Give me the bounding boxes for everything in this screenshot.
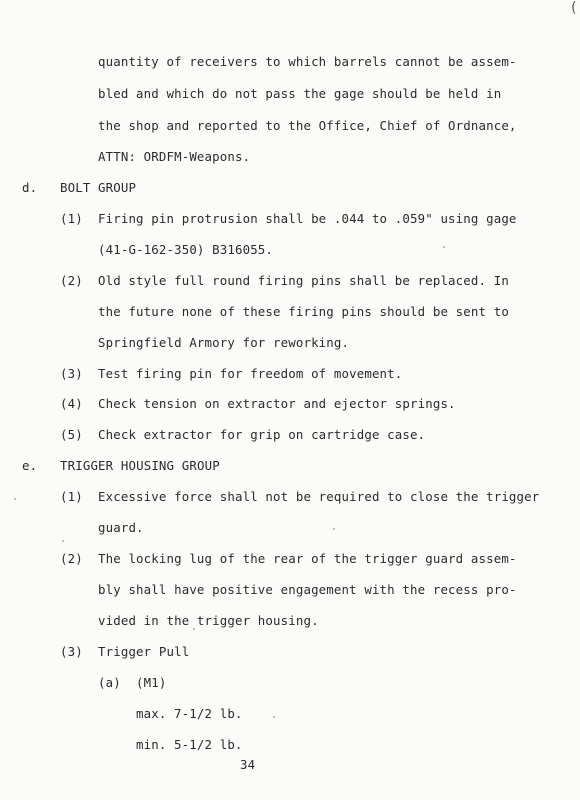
scan-speck <box>273 716 275 718</box>
item-e1-line-2: guard. <box>98 520 144 535</box>
item-d1-line-2: (41-G-162-350) B316055. <box>98 242 274 257</box>
section-d-letter: d. <box>22 180 38 195</box>
section-e-title: TRIGGER HOUSING GROUP <box>60 458 220 473</box>
section-e-letter: e. <box>22 458 38 473</box>
item-d2-number: (2) <box>60 273 83 288</box>
page-number: 34 <box>240 757 256 772</box>
item-d4-line-1: Check tension on extractor and ejector springs. <box>98 396 456 411</box>
sub-a-label: (a) <box>98 675 121 690</box>
trigger-pull-min: min. 5-1/2 lb. <box>136 737 243 752</box>
scan-speck <box>193 628 195 630</box>
item-d4-number: (4) <box>60 396 83 411</box>
trigger-pull-max: max. 7-1/2 lb. <box>136 706 243 721</box>
item-e1-number: (1) <box>60 489 83 504</box>
intro-line-1: quantity of receivers to which barrels cannot be assem- <box>98 54 517 69</box>
item-d1-line-1: Firing pin protrusion shall be .044 to .059" using gage <box>98 211 517 226</box>
item-e3-line-1: Trigger Pull <box>98 644 190 659</box>
item-d5-line-1: Check extractor for grip on cartridge case. <box>98 427 426 442</box>
scan-speck <box>62 540 64 542</box>
scan-speck <box>14 498 16 500</box>
item-d3-line-1: Test firing pin for freedom of movement. <box>98 366 403 381</box>
item-d2-line-1: Old style full round firing pins shall be replaced. In <box>98 273 509 288</box>
scan-speck <box>333 528 335 530</box>
intro-line-3: the shop and reported to the Office, Chief of Ordnance, <box>98 118 517 133</box>
item-e1-line-1: Excessive force shall not be required to close the trigger <box>98 489 540 504</box>
item-e2-line-2: bly shall have positive engagement with the recess pro- <box>98 582 517 597</box>
item-e3-number: (3) <box>60 644 83 659</box>
item-d2-line-3: Springfield Armory for reworking. <box>98 335 350 350</box>
item-d2-line-2: the future none of these firing pins should be sent to <box>98 304 509 319</box>
intro-line-4: ATTN: ORDFM-Weapons. <box>98 149 251 164</box>
section-d-title: BOLT GROUP <box>60 180 137 195</box>
corner-mark: ( <box>569 0 578 16</box>
item-d1-number: (1) <box>60 211 83 226</box>
sub-a-model: (M1) <box>136 675 167 690</box>
item-e2-line-1: The locking lug of the rear of the trigger guard assem- <box>98 551 517 566</box>
item-e2-line-3: vided in the trigger housing. <box>98 613 319 628</box>
scan-speck <box>443 246 445 248</box>
intro-line-2: bled and which do not pass the gage should be held in <box>98 86 502 101</box>
item-d5-number: (5) <box>60 427 83 442</box>
item-e2-number: (2) <box>60 551 83 566</box>
item-d3-number: (3) <box>60 366 83 381</box>
